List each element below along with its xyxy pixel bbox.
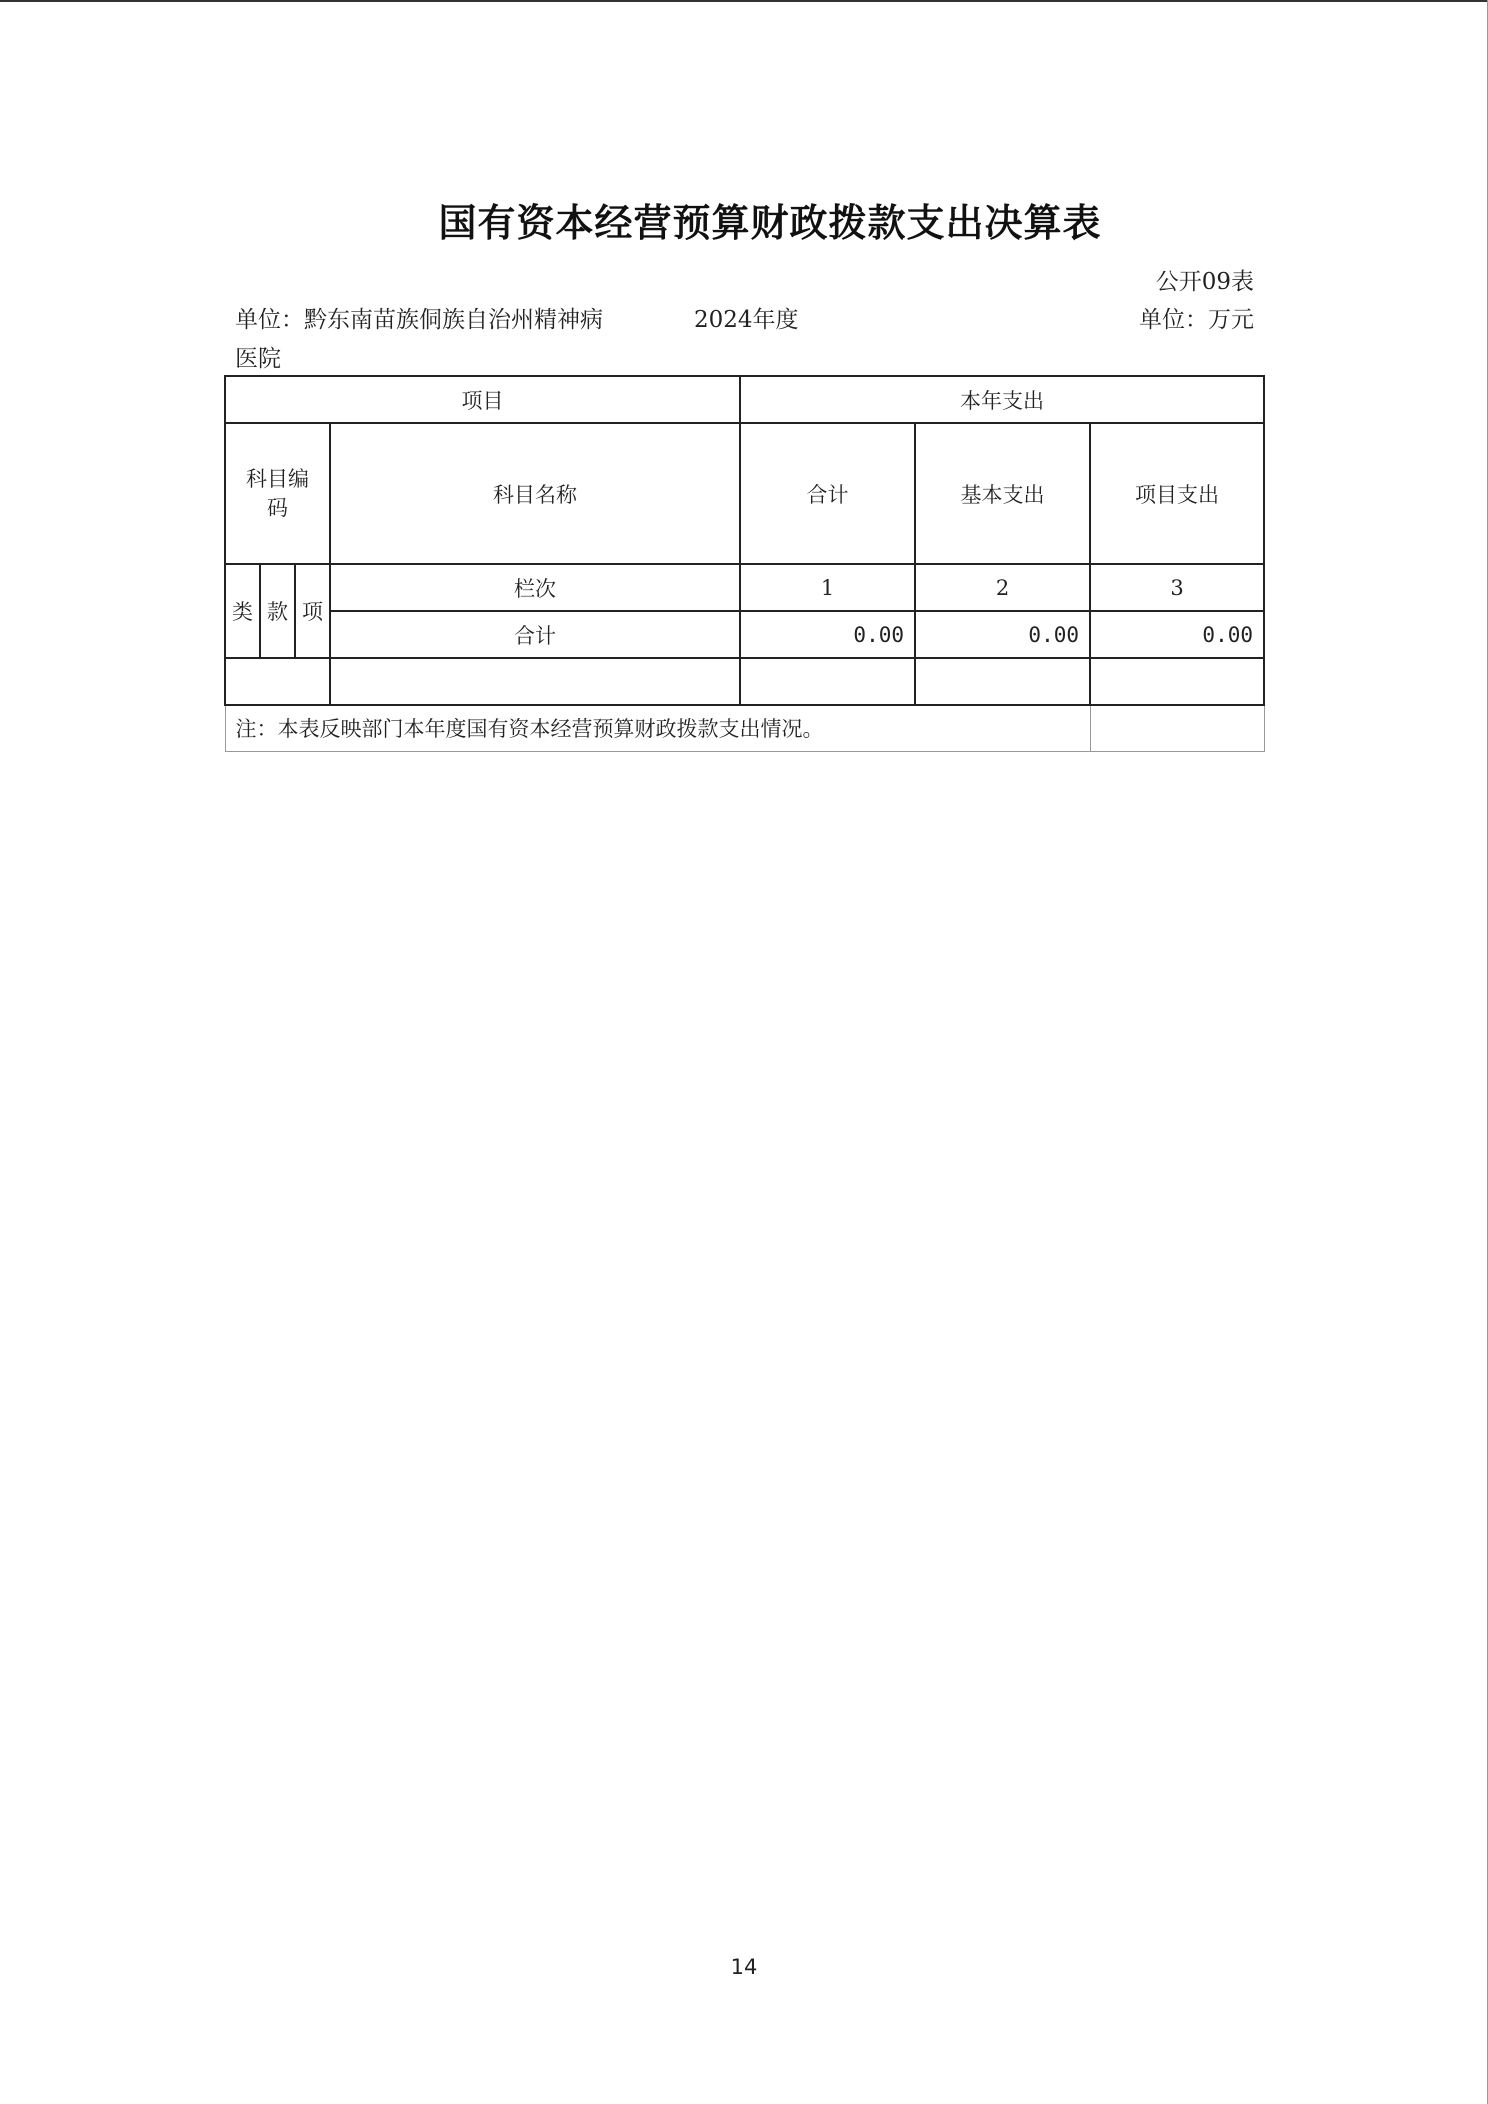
empty-cell-code [225,658,330,705]
note-empty-cell [1090,705,1264,751]
empty-cell-project [1090,658,1264,705]
column-number-2: 2 [915,564,1090,611]
header-subject-code [225,423,330,564]
fiscal-year: 2024年度 [694,307,799,333]
form-number: 公开09表 [1155,269,1254,295]
header-category: 类 [225,564,260,658]
currency-unit: 单位：万元 [1139,307,1254,333]
total-row-project: 0.00 [1090,611,1264,658]
header-row-2 [225,423,1264,564]
header-current-year-expense: 本年支出 [740,376,1264,423]
column-row-label: 栏次 [330,564,740,611]
empty-cell-name [330,658,740,705]
header-project-expense: 项目支出 [1090,423,1264,564]
page-number: 14 [730,1955,758,1979]
header-item: 项 [295,564,330,658]
empty-cell-basic [915,658,1090,705]
top-border-line [0,0,1488,2]
expenditure-table [224,375,1265,752]
header-row-1 [225,376,1264,423]
empty-row [225,658,1264,705]
header-project: 项目 [225,376,740,423]
total-row-total: 0.00 [740,611,915,658]
header-basic-expense: 基本支出 [915,423,1090,564]
table-note: 注：本表反映部门本年度国有资本经营预算财政拨款支出情况。 [225,705,1090,751]
total-row-label: 合计 [330,611,740,658]
column-number-1: 1 [740,564,915,611]
total-row [225,611,1264,658]
document-title: 国有资本经营预算财政拨款支出决算表 [438,201,1102,245]
reporting-unit: 单位：黔东南苗族侗族自治州精神病医院 [235,307,603,372]
column-number-row [225,564,1264,611]
header-subject-name: 科目名称 [330,423,740,564]
column-number-3: 3 [1090,564,1264,611]
total-row-basic: 0.00 [915,611,1090,658]
header-section: 款 [260,564,295,658]
empty-cell-total [740,658,915,705]
header-subject-code-label: 科目编码 [246,466,309,520]
note-row [225,705,1264,751]
header-total: 合计 [740,423,915,564]
